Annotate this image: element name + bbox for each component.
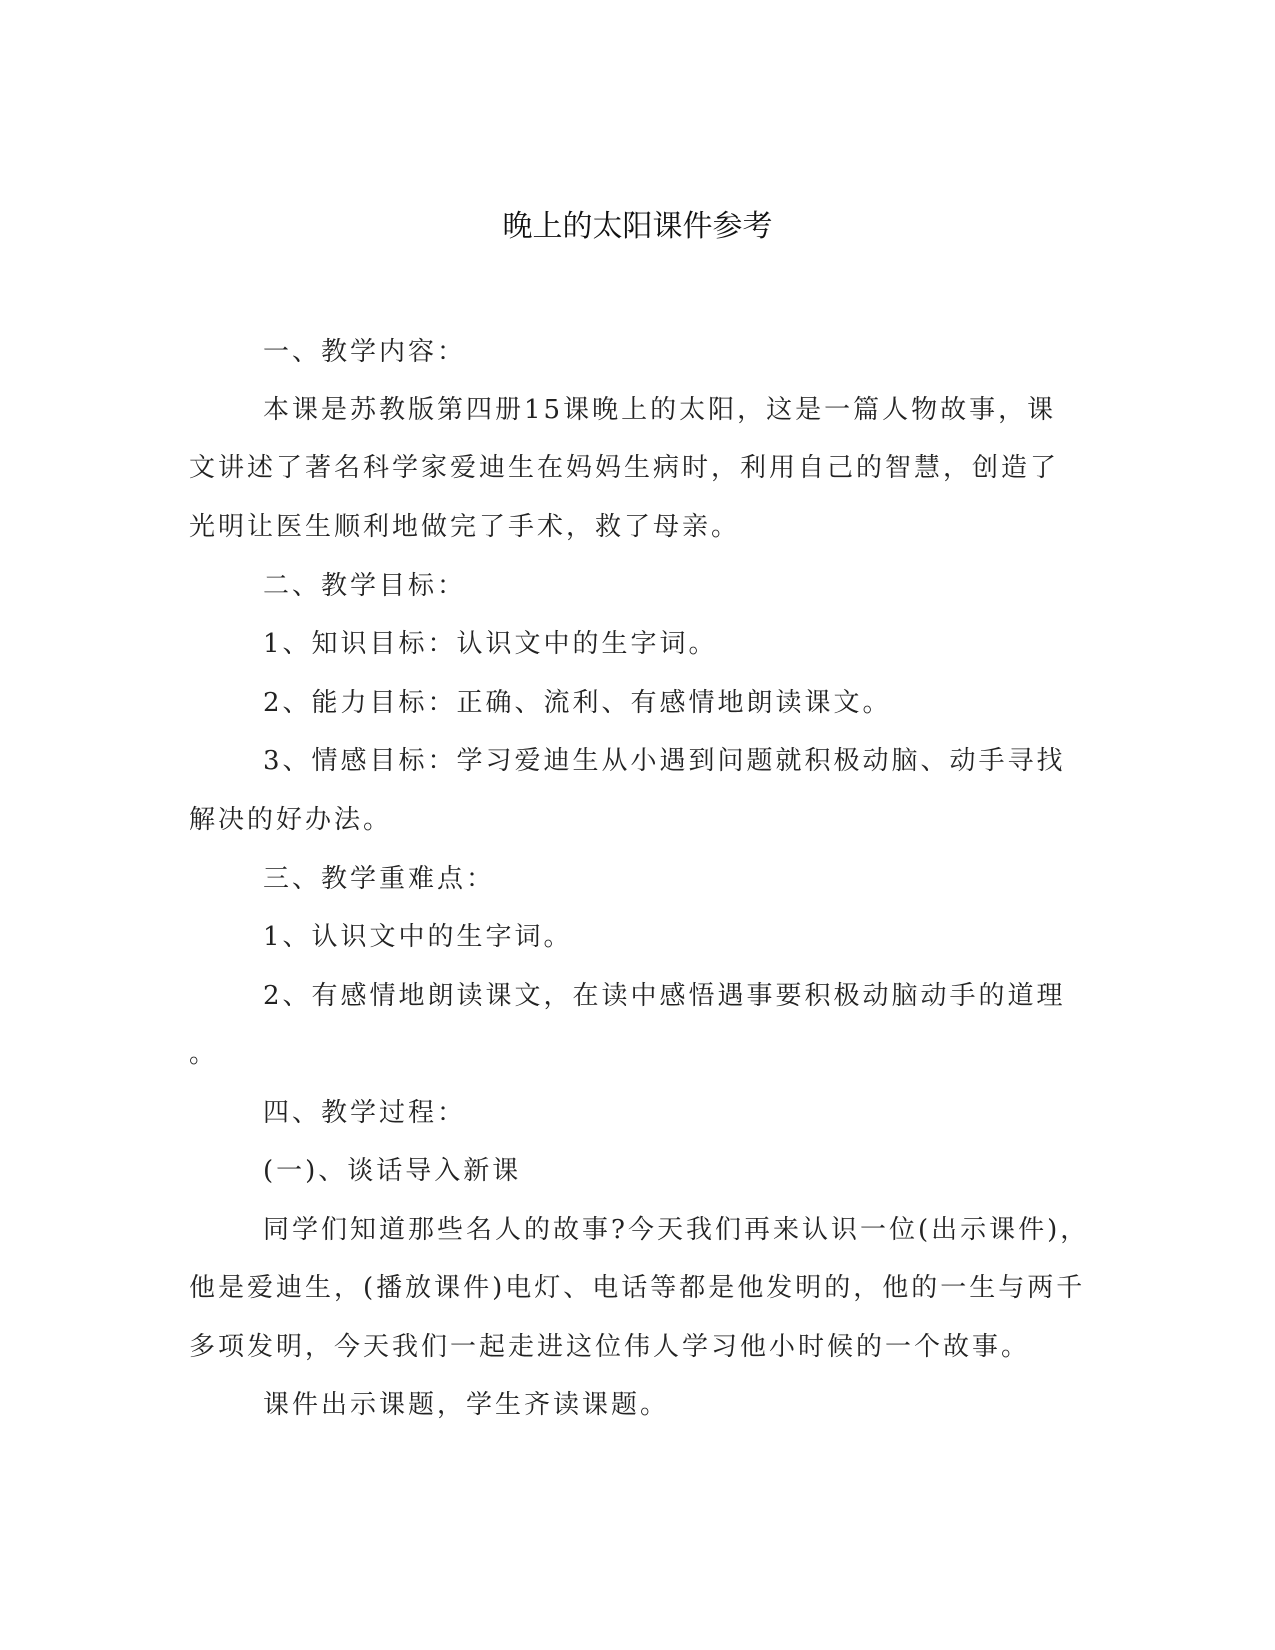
list-item: 2、能力目标：正确、流利、有感情地朗读课文。 xyxy=(263,688,892,718)
paragraph-line: 同学们知道那些名人的故事?今天我们再来认识一位(出示课件)， xyxy=(263,1215,1090,1245)
paragraph-line: 光明让医生顺利地做完了手术，救了母亲。 xyxy=(189,512,741,542)
list-item: 1、认识文中的生字词。 xyxy=(263,922,573,952)
section-heading-key-points: 三、教学重难点： xyxy=(263,864,496,894)
list-item-continuation: 解决的好办法。 xyxy=(189,805,393,835)
list-item-continuation: 。 xyxy=(189,1039,219,1069)
paragraph-line: 文讲述了著名科学家爱迪生在妈妈生病时，利用自己的智慧，创造了 xyxy=(189,453,1060,483)
list-item: 2、有感情地朗读课文，在读中感悟遇事要积极动脑动手的道理 xyxy=(263,981,1066,1011)
section-heading-teaching-process: 四、教学过程： xyxy=(263,1098,467,1128)
section-heading-teaching-goals: 二、教学目标： xyxy=(263,571,467,601)
list-item: 1、知识目标：认识文中的生字词。 xyxy=(263,629,718,659)
document-title: 晚上的太阳课件参考 xyxy=(502,209,773,244)
paragraph-line: 他是爱迪生，(播放课件)电灯、电话等都是他发明的，他的一生与两千 xyxy=(189,1273,1086,1303)
section-heading-teaching-content: 一、教学内容： xyxy=(263,337,467,367)
paragraph-line: 多项发明，今天我们一起走进这位伟人学习他小时候的一个故事。 xyxy=(189,1332,1031,1362)
list-item: 3、情感目标：学习爱迪生从小遇到问题就积极动脑、动手寻找 xyxy=(263,746,1066,776)
paragraph-line: 课件出示课题，学生齐读课题。 xyxy=(263,1390,670,1420)
paragraph-line: 本课是苏教版第四册15课晚上的太阳，这是一篇人物故事，课 xyxy=(263,395,1057,425)
subsection-heading: (一)、谈话导入新课 xyxy=(263,1156,522,1186)
